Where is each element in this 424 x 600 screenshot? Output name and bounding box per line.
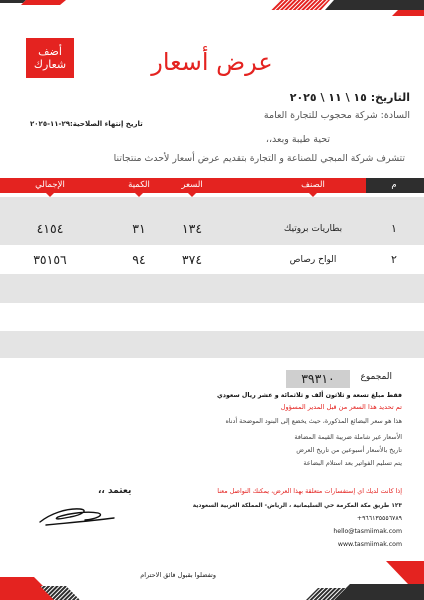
table-row-empty bbox=[0, 274, 424, 303]
greeting: تحية طيبة وبعد،، bbox=[265, 134, 330, 145]
terms-heading: تم تحديد هذا السعر من قبل المدير المسؤول bbox=[280, 403, 402, 411]
company-phone: +٩٦٦١٣٥٥٥٦٧٨٩ bbox=[356, 515, 402, 522]
table-row-empty bbox=[0, 331, 424, 358]
total-value: ٣٩٣١٠ bbox=[286, 370, 350, 388]
logo-line-1: أضف bbox=[38, 45, 62, 58]
cell-total: ٤١٥٤ bbox=[36, 221, 64, 236]
cell-index: ١ bbox=[391, 222, 397, 235]
closing-remark: وتفضلوا بقبول فائق الاحترام bbox=[140, 571, 216, 579]
page-title: عرض أسعار bbox=[151, 48, 273, 76]
quote-date: التاريخ: ١٥ \ ١١ \ ٢٠٢٥ bbox=[289, 91, 410, 104]
header-index: م bbox=[391, 180, 397, 190]
cell-total: ٣٥١٥٦ bbox=[33, 252, 67, 267]
header-quantity: الكمية bbox=[128, 180, 150, 190]
header-item: الصنف bbox=[301, 180, 325, 190]
signature-image bbox=[36, 500, 116, 530]
terms-line: يتم تسليم الفواتير بعد استلام البضاعة bbox=[303, 459, 402, 467]
top-right-hatched-stripe bbox=[271, 0, 330, 10]
company-email: hello@tasmiimak.com bbox=[333, 528, 402, 535]
top-left-red-stripe bbox=[21, 0, 66, 5]
total-in-words: فقط مبلغ تسعة و ثلاثون ألف و ثلاثمائة و عشر ريال سعودي bbox=[216, 392, 402, 399]
terms-line: تاريخ بالأسعار أسبوعين من تاريخ العرض bbox=[296, 446, 402, 454]
company-website: www.tasmiimak.com bbox=[337, 541, 402, 548]
total-label: المجموع bbox=[360, 372, 392, 382]
intro-text: تتشرف شركة المبجي للصناعة و التجارة بتقديم عرض أسعار لأحدث منتجاتنا bbox=[113, 153, 405, 164]
recipient: السادة: شركة محجوب للتجارة العامة bbox=[263, 110, 410, 121]
cell-quantity: ٣١ bbox=[132, 221, 146, 236]
approval-label: يعتمد ،، bbox=[98, 486, 132, 496]
company-address: ١٢٣ طريق مكة المكرمة حي السليمانية ، الرياض- المملكة العربية السعودية bbox=[192, 503, 402, 509]
cell-price: ١٣٤ bbox=[181, 221, 203, 236]
expiry-date: تاريخ إنتهاء الصلاحية:٢٩-١١-٢٠٢٥ bbox=[30, 120, 143, 128]
bottom-right-dark-band bbox=[334, 584, 424, 600]
top-right-dark-band bbox=[325, 0, 424, 10]
top-left-dark-stripe bbox=[0, 0, 26, 3]
cell-quantity: ٩٤ bbox=[132, 252, 146, 267]
table-row bbox=[0, 197, 424, 245]
bottom-right-red-block bbox=[386, 561, 424, 584]
cell-price: ٣٧٤ bbox=[181, 252, 203, 267]
logo-line-2: شعارك bbox=[33, 58, 67, 71]
terms-line: هذا هو سعر البضائع المذكورة، حيث يخضع إلى البنود الموضحة أدناه bbox=[225, 417, 402, 425]
table-row-empty bbox=[0, 303, 424, 331]
contact-prompt: إذا كانت لديك اي إستفسارات متعلقة بهذا العرض، يمكنك التواصل معنا bbox=[217, 487, 402, 495]
cell-item: الواح رصاص bbox=[289, 255, 337, 265]
cell-item: بطاريات بروتيك bbox=[283, 224, 343, 234]
top-right-red-accent bbox=[392, 10, 424, 16]
table-row bbox=[0, 245, 424, 274]
terms-line: الأسعار غير شاملة ضريبة القيمة المضافة bbox=[294, 433, 402, 441]
header-total: الإجمالي bbox=[35, 180, 65, 190]
cell-index: ٢ bbox=[391, 253, 397, 266]
table-header bbox=[0, 178, 424, 193]
header-price: السعر bbox=[181, 180, 203, 190]
